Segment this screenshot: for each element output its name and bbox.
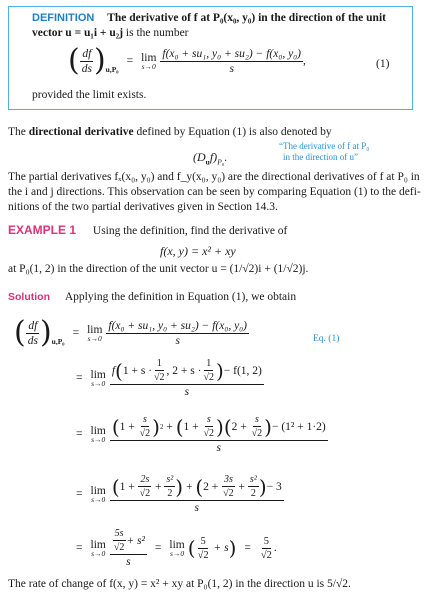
paragraph-partial-derivatives: The partial derivatives fₓ(x₀, y₀) and f_y(x₀, y₀) are the directional derivatives of f at P₀ in the i and j directions. This observation can be seen by comparing Equation (1) to the defi- nitions of the two partial derivatives given in Section 14.3. (8, 171, 421, 213)
definition-heading-line1: The derivative of f at P₀(x₀, y₀) in the direction of the unit (107, 12, 386, 24)
solution-line-4: = lim s→0 ( 1 + $\frac{2s}{√2}$ + $\frac{\text{s²}}{2}$ ) + ( 2 + $\frac{3s}{√2}$ + $\frac{\text{s²}}{2}$ ) − 3 s (76, 474, 282, 514)
solution-line-1: ( $\frac{df}{ds}$ ) u,P₀ = lim s→0 $\frac{\text{f(x₀ + su₁, y₀ + su₂) − f(x₀, y₀)}}{s}$ (14, 315, 248, 350)
paragraph-directional-derivative: The directional derivative defined by Equation (1) is also denoted by (8, 126, 332, 138)
definition-equation: ( $\frac{df}{ds}$ ) u,P₀ = lim s→0 $\frac{\text{f(x₀ + su₁, y₀ + su₂) − f(x₀, y₀)}}{s}$ , (68, 43, 306, 78)
solution-label: Solution (8, 291, 50, 303)
conclusion-sentence: The rate of change of f(x, y) = x² + xy at P₀(1, 2) in the direction u is 5/√2. (8, 578, 351, 590)
final-answer: $\frac{5}{√2}$ (260, 535, 272, 561)
solution-line-3: = lim s→0 ( 1 + $\frac{s}{√2}$ ) 2 + ( 1 + $\frac{s}{√2}$ )( 2 + $\frac{s}{√2}$ ) − (1² + 1·2) s (76, 414, 326, 454)
equation-reference: Eq. (1) (313, 334, 340, 344)
example-direction: at P₀(1, 2) in the direction of the unit vector u = (1/√2)i + (1/√2)j. (8, 263, 309, 275)
example-text: Using the definition, find the derivative of (92, 225, 288, 237)
notation-annotation: “The derivative of f at P₀ in the direction of u” (279, 141, 370, 162)
definition-heading (32, 12, 386, 24)
solution-line-2: = lim s→0 f ( 1 + s · $\frac{1}{√2}$ , 2 + s · $\frac{1}{√2}$ ) − f(1, 2) s (76, 358, 262, 398)
solution-line-5: = lim s→0 $\frac{5s}{√2}$ + s² s = lim s→0 ( $\frac{5}{√2}$ + s ) = $\frac{5}{√2}$ . (76, 528, 277, 568)
definition-heading-line2: vector u = u₁i + u₂j is the number (32, 27, 189, 39)
lhs-subscript: u,P₀ (105, 65, 119, 74)
limit-operator: lim s→0 (141, 51, 157, 71)
rhs-fraction: $\frac{\text{f(x₀ + su₁, y₀ + su₂) − f(x₀, y₀)}}{s}$ (162, 47, 302, 75)
solution-heading (8, 291, 296, 303)
lhs-fraction: $\frac{df}{ds}$ (81, 47, 92, 75)
definition-label: DEFINITION (32, 12, 95, 24)
example-heading (8, 223, 287, 237)
example-function: f(x, y) = x² + xy (160, 244, 236, 258)
equation-number: (1) (376, 58, 390, 70)
example-label: EXAMPLE 1 (8, 223, 77, 237)
notation-expression: $(D_uf)_{P_0}$. (193, 150, 228, 167)
solution-text: Applying the definition in Equation (1), we obtain (64, 291, 297, 303)
definition-proviso: provided the limit exists. (32, 89, 147, 101)
